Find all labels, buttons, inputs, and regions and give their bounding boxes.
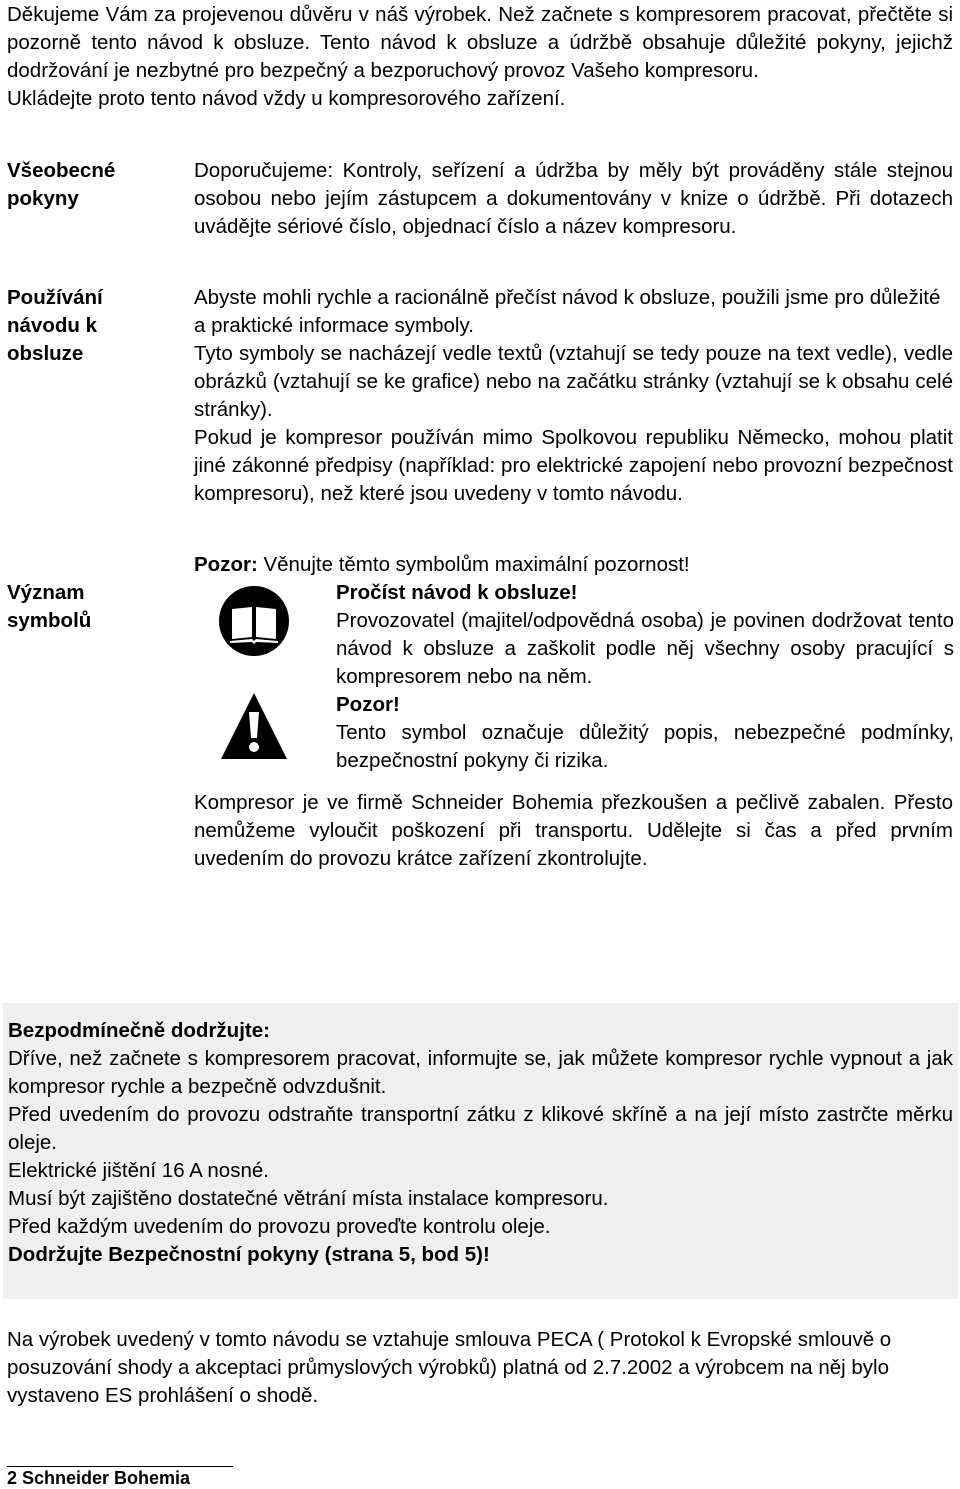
must-observe-item-6: Dodržujte Bezpečnostní pokyny (strana 5, bod 5)! — [8, 1243, 490, 1266]
intro-paragraph: Děkujeme Vám za projevenou důvěru v náš výrobek. Než začnete s kompresorem pracovat, přečtěte si pozorně tento návod k obsluze. Tento návod k obsluze a údržbě obsahuje důležité pokyny, jejichž dodržování je nezbytné pro bezpečný a bezporuchový provoz Vašeho kompresoru. — [7, 3, 953, 82]
heading-line: symbolů — [7, 609, 92, 632]
warning-symbol-text: Tento symbol označuje důležitý popis, nebezpečné podmínky, bezpečnostní pokyny či rizika. — [336, 721, 954, 772]
general-paragraph: Doporučujeme: Kontroly, seřízení a údržba by měly být prováděny stále stejnou osobou nebo jejím zástupcem a dokumentovány v knize o údržbě. Při dotazech uvádějte sériové číslo, objednací číslo a název kompresoru. — [194, 159, 953, 238]
must-observe-item-2: Před uvedením do provozu odstraňte transportní zátku z klikové skříně a na její místo zastrčte měrku oleje. — [8, 1103, 953, 1154]
section-heading-symbols — [7, 579, 167, 635]
heading-line: Význam — [7, 581, 85, 604]
must-observe-item-3: Elektrické jištění 16 A nosné. — [8, 1159, 269, 1182]
usage-paragraph-2: Tyto symboly se nacházejí vedle textů (vztahují se tedy pouze na text vedle), vedle obrázků (vztahují se ke grafice) nebo na začátku stránky (vztahují se k obsahu celé stránky). — [194, 342, 953, 421]
section-heading-general — [7, 157, 167, 213]
attention-line — [194, 551, 953, 579]
must-observe-item-1: Dříve, než začnete s kompresorem pracovat, informujte se, jak můžete kompresor rychle vypnout a jak kompresor rychle a bezpečně odvzdušnit. — [8, 1047, 953, 1098]
warning-symbol-description — [336, 691, 954, 775]
book-symbol-description — [336, 579, 954, 691]
must-observe-item-4: Musí být zajištěno dostatečné větrání místa instalace kompresoru. — [8, 1187, 609, 1210]
usage-paragraph-3: Pokud je kompresor používán mimo Spolkovou republiku Německo, mohou platit jiné zákonné předpisy (například: pro elektrické zapojení nebo provozní bezpečnost kompresoru), než které jsou uvedeny v tomto návodu. — [194, 426, 953, 505]
usage-block — [194, 284, 953, 508]
heading-line: Používání — [7, 286, 103, 309]
book-icon — [218, 585, 290, 657]
attention-label: Pozor: — [194, 553, 258, 576]
must-observe-item-5: Před každým uvedením do provozu proveďte kontrolu oleje. — [8, 1215, 551, 1238]
footer-rule — [7, 1466, 233, 1467]
attention-text: Věnujte těmto symbolům maximální pozornost! — [263, 553, 690, 576]
section-heading-usage — [7, 284, 167, 368]
warning-triangle-icon — [220, 692, 288, 760]
heading-line: Všeobecné — [7, 159, 116, 182]
page-footer: 2 Schneider Bohemia — [7, 1468, 191, 1488]
must-observe-heading: Bezpodmínečně dodržujte: — [8, 1019, 270, 1042]
must-observe-box — [3, 1003, 958, 1299]
warning-symbol-title: Pozor! — [336, 693, 400, 716]
intro-block — [7, 1, 953, 113]
book-symbol-text: Provozovatel (majitel/odpovědná osoba) je povinen dodržovat tento návod k obsluze a zaškolit podle něj všechny osoby pracující s kompresorem nebo na něm. — [336, 609, 954, 688]
shipping-paragraph: Kompresor je ve firmě Schneider Bohemia přezkoušen a pečlivě zabalen. Přesto nemůžeme vyloučit poškození při transportu. Udělejte si čas a před prvním uvedením do provozu krátce zařízení zkontrolujte. — [194, 791, 953, 870]
heading-line: pokyny — [7, 187, 79, 210]
peca-paragraph: Na výrobek uvedený v tomto návodu se vztahuje smlouva PECA ( Protokol k Evropské smlouvě o posuzování shody a akceptaci průmyslových výrobků) platná od 2.7.2002 a výrobcem na něj bylo vystaveno ES prohlášení o shodě. — [7, 1328, 892, 1407]
book-symbol-title: Pročíst návod k obsluze! — [336, 581, 578, 604]
intro-storage-note: Ukládejte proto tento návod vždy u kompresorového zařízení. — [7, 87, 566, 110]
heading-line: obsluze — [7, 342, 84, 365]
usage-paragraph-1: Abyste mohli rychle a racionálně přečíst návod k obsluze, použili jsme pro důležité a praktické informace symboly. — [194, 286, 941, 337]
heading-line: návodu k — [7, 314, 97, 337]
